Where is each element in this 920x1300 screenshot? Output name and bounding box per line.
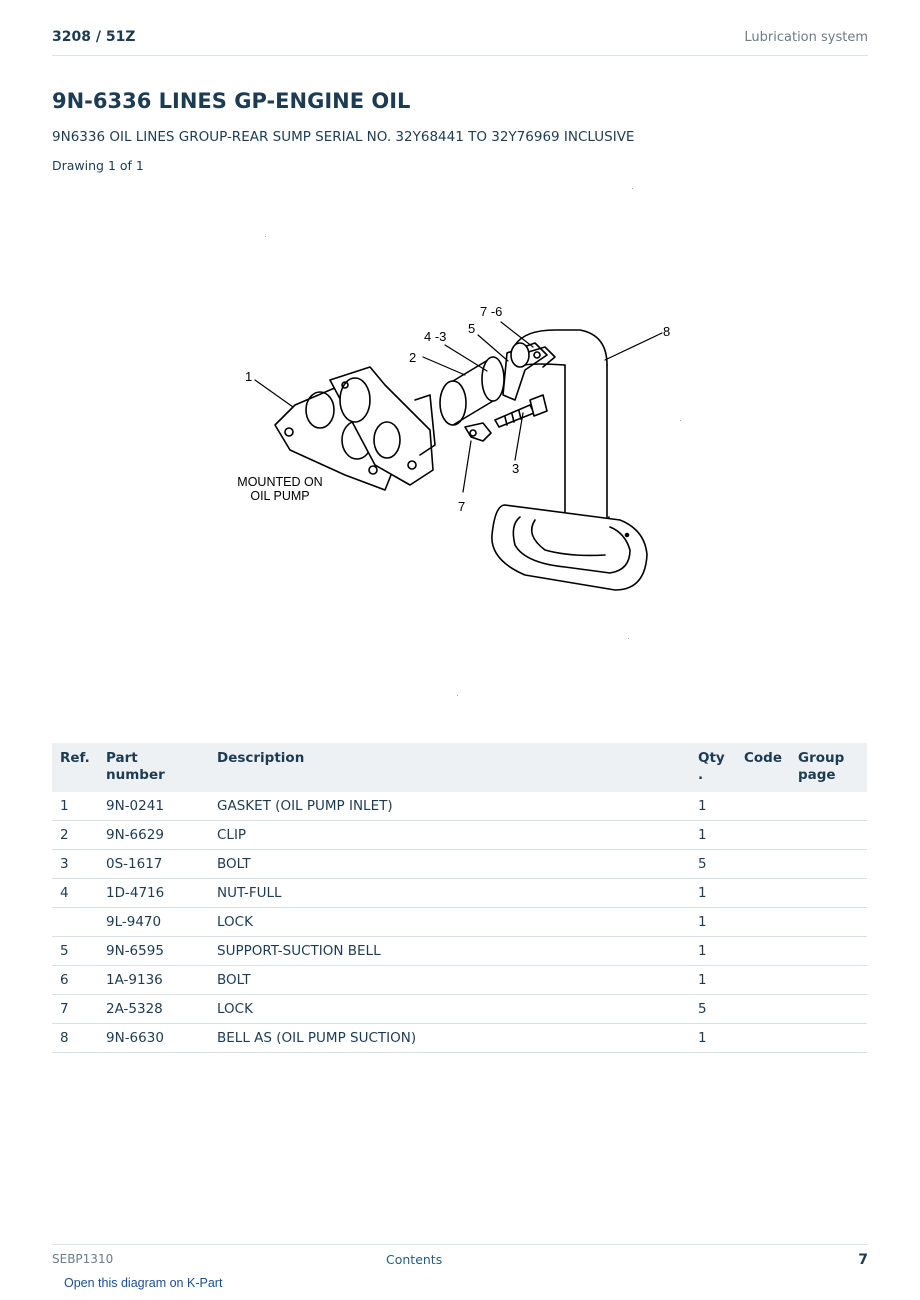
cell-group-page [790,879,867,908]
scan-speck [632,188,633,189]
page-header [52,29,868,56]
cell-ref: 5 [52,937,98,966]
contents-link[interactable]: Contents [386,1252,443,1267]
cell-group-page [790,908,867,937]
drawing-count: Drawing 1 of 1 [52,158,144,173]
scan-speck [628,638,629,639]
callout-1: 1 [245,369,253,384]
cell-code [736,1024,790,1053]
tube-drawing [440,357,504,425]
cell-code [736,821,790,850]
scan-speck [457,695,458,696]
cell-qty: 1 [690,937,736,966]
cell-part-number: 0S-1617 [98,850,209,879]
cell-code [736,966,790,995]
cell-ref: 2 [52,821,98,850]
cell-part-number: 9N-6595 [98,937,209,966]
cell-qty: 1 [690,821,736,850]
mounting-note-line2: OIL PUMP [250,489,310,503]
cell-code [736,850,790,879]
cell-qty: 1 [690,1024,736,1053]
cell-ref: 4 [52,879,98,908]
callout-2: 2 [409,350,417,365]
cell-qty: 1 [690,792,736,821]
header-qty: Qty . [690,743,736,792]
cell-part-number: 9L-9470 [98,908,209,937]
table-row [52,937,867,966]
cell-code [736,937,790,966]
table-row [52,792,867,821]
mounting-note [237,475,322,503]
cell-group-page [790,937,867,966]
model-label: 3208 / 51Z [52,29,136,45]
table-header-row [52,743,867,792]
document-id: SEBP1310 [52,1252,114,1266]
cell-qty: 1 [690,908,736,937]
cell-part-number: 1A-9136 [98,966,209,995]
cell-description: NUT-FULL [209,879,690,908]
cell-part-number: 9N-0241 [98,792,209,821]
cell-description: GASKET (OIL PUMP INLET) [209,792,690,821]
footer-divider [52,1244,868,1245]
scan-speck [265,236,266,237]
header-part-number: Part number [98,743,209,792]
cell-description: BELL AS (OIL PUMP SUCTION) [209,1024,690,1053]
cell-ref [52,908,98,937]
cell-code [736,879,790,908]
page-number: 7 [858,1252,868,1268]
lock-washer-drawing [465,423,491,441]
cell-ref: 3 [52,850,98,879]
cell-ref: 8 [52,1024,98,1053]
table-row [52,879,867,908]
mounting-note-line1: MOUNTED ON [237,475,323,489]
cell-description: BOLT [209,966,690,995]
section-label: Lubrication system [744,30,868,45]
group-subtitle: 9N6336 OIL LINES GROUP-REAR SUMP SERIAL NO. 32Y68441 TO 32Y76969 INCLUSIVE [52,129,635,145]
cell-group-page [790,995,867,1024]
cell-ref: 6 [52,966,98,995]
table-row [52,966,867,995]
header-group-page: Group page [790,743,867,792]
table-row [52,850,867,879]
callout-5: 5 [468,321,476,336]
cell-qty: 1 [690,879,736,908]
cell-code [736,995,790,1024]
header-description: Description [209,743,690,792]
cell-description: LOCK [209,995,690,1024]
open-kpart-link[interactable]: Open this diagram on K-Part [64,1276,223,1290]
table-row [52,821,867,850]
cell-qty: 5 [690,995,736,1024]
cell-description: BOLT [209,850,690,879]
cell-part-number: 9N-6630 [98,1024,209,1053]
cell-group-page [790,792,867,821]
header-code: Code [736,743,790,792]
cell-part-number: 9N-6629 [98,821,209,850]
table-row [52,995,867,1024]
callout-4-3: 4 -3 [424,329,447,344]
cell-code [736,908,790,937]
callout-3: 3 [512,461,520,476]
cell-ref: 7 [52,995,98,1024]
table-row [52,908,867,937]
header-ref: Ref. [52,743,98,792]
cell-group-page [790,966,867,995]
cell-qty: 5 [690,850,736,879]
cell-description: LOCK [209,908,690,937]
cell-ref: 1 [52,792,98,821]
cell-part-number: 2A-5328 [98,995,209,1024]
cell-group-page [790,1024,867,1053]
cell-part-number: 1D-4716 [98,879,209,908]
cell-group-page [790,850,867,879]
cell-code [736,792,790,821]
page-title: 9N-6336 LINES GP-ENGINE OIL [52,89,411,113]
exploded-parts-diagram [225,295,695,600]
table-row [52,1024,867,1053]
callout-7: 7 [458,499,466,514]
callout-7-6: 7 -6 [480,304,503,319]
cell-description: CLIP [209,821,690,850]
parts-table [52,743,867,1053]
callout-8: 8 [663,324,671,339]
cell-group-page [790,821,867,850]
cell-qty: 1 [690,966,736,995]
cell-description: SUPPORT-SUCTION BELL [209,937,690,966]
